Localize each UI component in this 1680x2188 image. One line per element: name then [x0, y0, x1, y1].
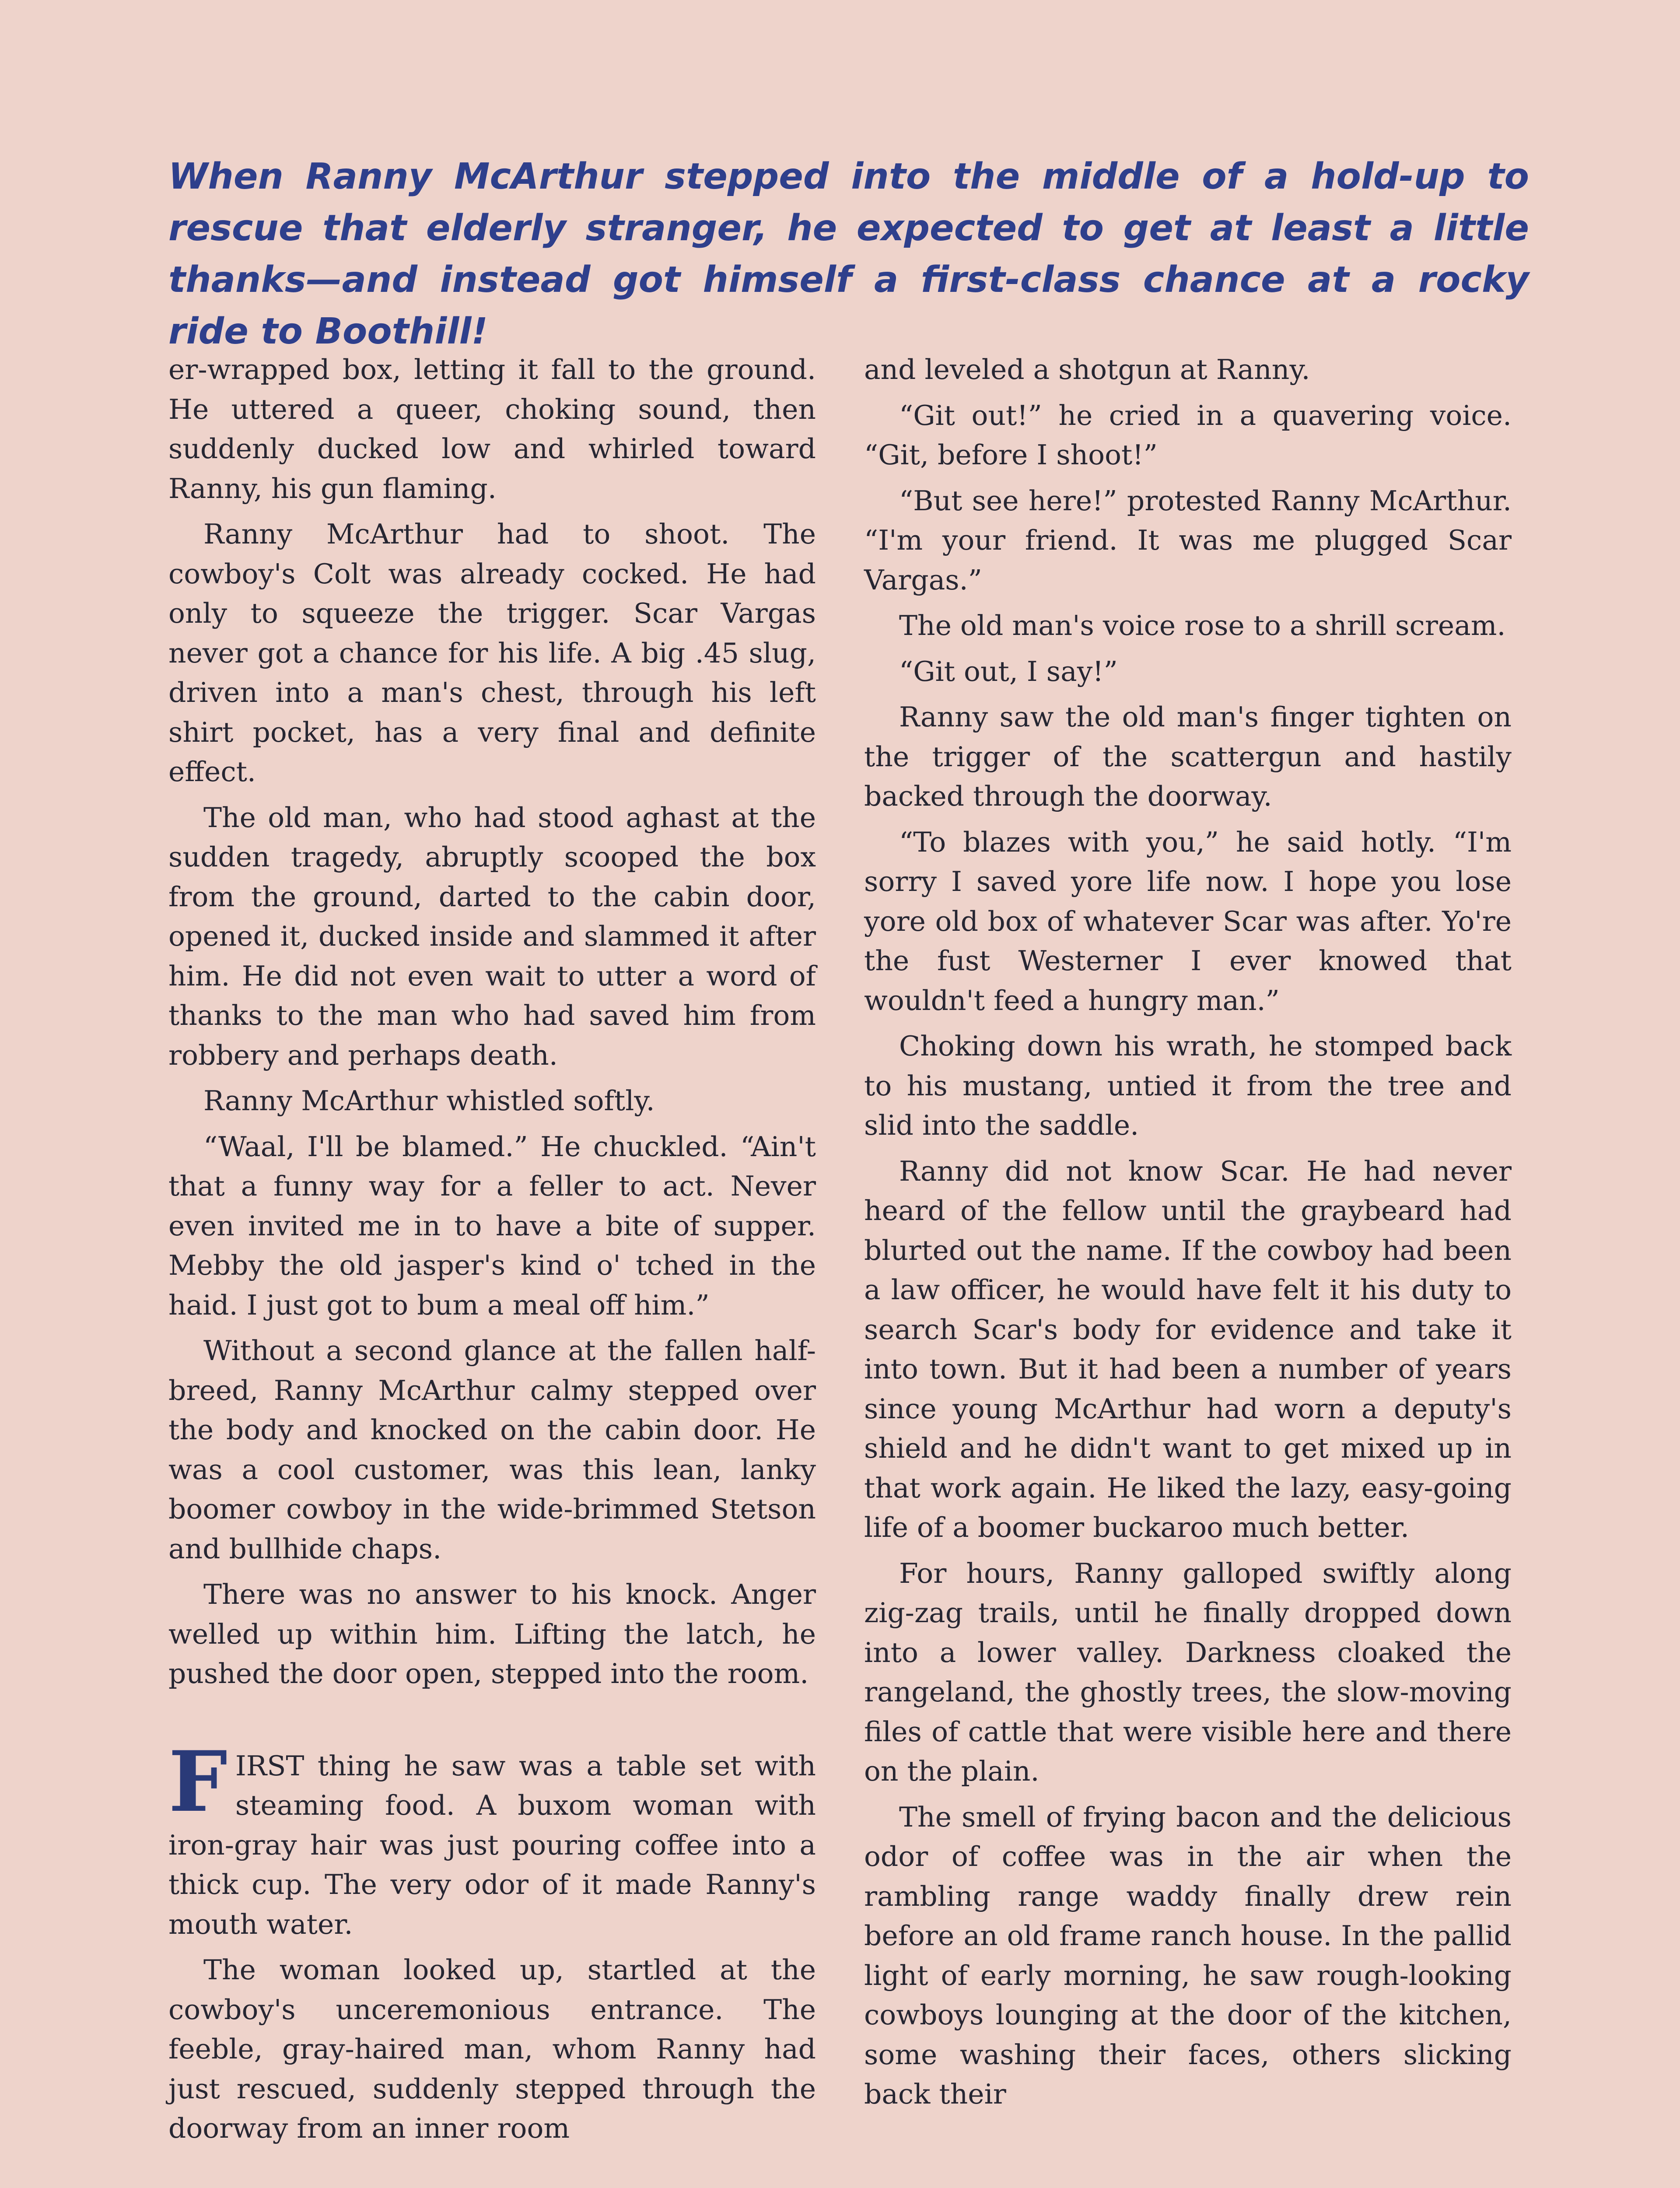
paragraph: Without a second glance at the fallen half-breed, Ranny McArthur calmy stepped over the body and knocked on the cabin door. He was a cool customer, was this lean, lanky boomer cowboy in the wide-brimmed Stetson and bullhide chaps. [168, 1335, 816, 1565]
paragraph: “Waal, I'll be blamed.” He chuckled. “Ain't that a funny way for a feller to act. Never even invited me in to have a bite of supper. Mebby the old jasper's kind o' tched in the haid. I just got to bum a meal off him.” [168, 1130, 816, 1321]
paragraph: Choking down his wrath, he stomped back to his mustang, untied it from the tree and slid into the saddle. [864, 1030, 1512, 1141]
paragraph: Ranny saw the old man's finger tighten on the trigger of the scattergun and hastily backed through the doorway. [864, 701, 1512, 812]
paragraph: “To blazes with you,” he said hotly. “I'm sorry I saved yore life now. I hope you lose yore old box of whatever Scar was after. Yo're the fust Westerner I ever knowed that wouldn't feed a hungry man.” [864, 826, 1512, 1017]
drop-cap: F [168, 1732, 228, 1830]
paragraph: The old man's voice rose to a shrill scream. [899, 610, 1506, 642]
right-column [864, 350, 1512, 2121]
paragraph: There was no answer to his knock. Anger welled up within him. Lifting the latch, he pushed the door open, stepped into the room. [168, 1578, 816, 1690]
paragraph: er-wrapped box, letting it fall to the ground. He uttered a queer, choking sound, then suddenly ducked low and whirled toward Ranny, his gun flaming. [168, 354, 816, 505]
paragraph: and leveled a shotgun at Ranny. [864, 354, 1310, 386]
drop-cap-paragraph-text: IRST thing he saw was a table set with steaming food. A buxom woman with iron-gray hair was just pouring coffee into a thick cup. The very odor of it made Ranny's mouth water. [168, 1750, 816, 1940]
paragraph: “Git out, I say!” [899, 655, 1118, 687]
story-blurb: When Ranny McArthur stepped into the middle of a hold-up to rescue that elderly stranger, he expected to get at least a little thanks—and instead got himself a first-class chance at a rocky ride to Boothill! [168, 156, 1529, 352]
left-column [168, 350, 816, 2155]
paragraph: “Git out!” he cried in a quavering voice. “Git, before I shoot!” [864, 399, 1512, 471]
paragraph: The woman looked up, startled at the cowboy's unceremonious entrance. The feeble, gray-haired man, whom Ranny had just rescued, suddenly stepped through the doorway from an inner room [168, 1954, 816, 2144]
paragraph: Ranny McArthur had to shoot. The cowboy's Colt was already cocked. He had only to squeeze the trigger. Scar Vargas never got a chance for his life. A big .45 slug, driven into a man's chest, through his left shirt pocket, has a very final and definite effect. [168, 518, 816, 788]
section-start-paragraph [168, 1732, 816, 1945]
paragraph: The old man, who had stood aghast at the sudden tragedy, abruptly scooped the box from the ground, darted to the cabin door, opened it, ducked inside and slammed it after him. He did not even wait to utter a word of thanks to the man who had saved him from robbery and perhaps death. [168, 801, 816, 1071]
paragraph: Ranny did not know Scar. He had never heard of the fellow until the graybeard had blurted out the name. If the cowboy had been a law officer, he would have felt it his duty to search Scar's body for evidence and take it into town. But it had been a number of years since young McArthur had worn a deputy's shield and he didn't want to get mixed up in that work again. He liked the lazy, easy-going life of a boomer buckaroo much better. [864, 1155, 1512, 1543]
paragraph: “But see here!” protested Ranny McArthur. “I'm your friend. It was me plugged Scar Vargas.” [864, 484, 1512, 596]
paragraph: For hours, Ranny galloped swiftly along zig-zag trails, until he finally dropped down into a lower valley. Darkness cloaked the rangeland, the ghostly trees, the slow-moving files of cattle that were visible here and there on the plain. [864, 1557, 1512, 1787]
paragraph: The smell of frying bacon and the delicious odor of coffee was in the air when the rambling range waddy finally drew rein before an old frame ranch house. In the pallid light of early morning, he saw rough-looking cowboys lounging at the door of the kitchen, some washing their faces, others slicking back their [864, 1801, 1512, 2110]
paragraph: Ranny McArthur whistled softly. [203, 1085, 655, 1117]
